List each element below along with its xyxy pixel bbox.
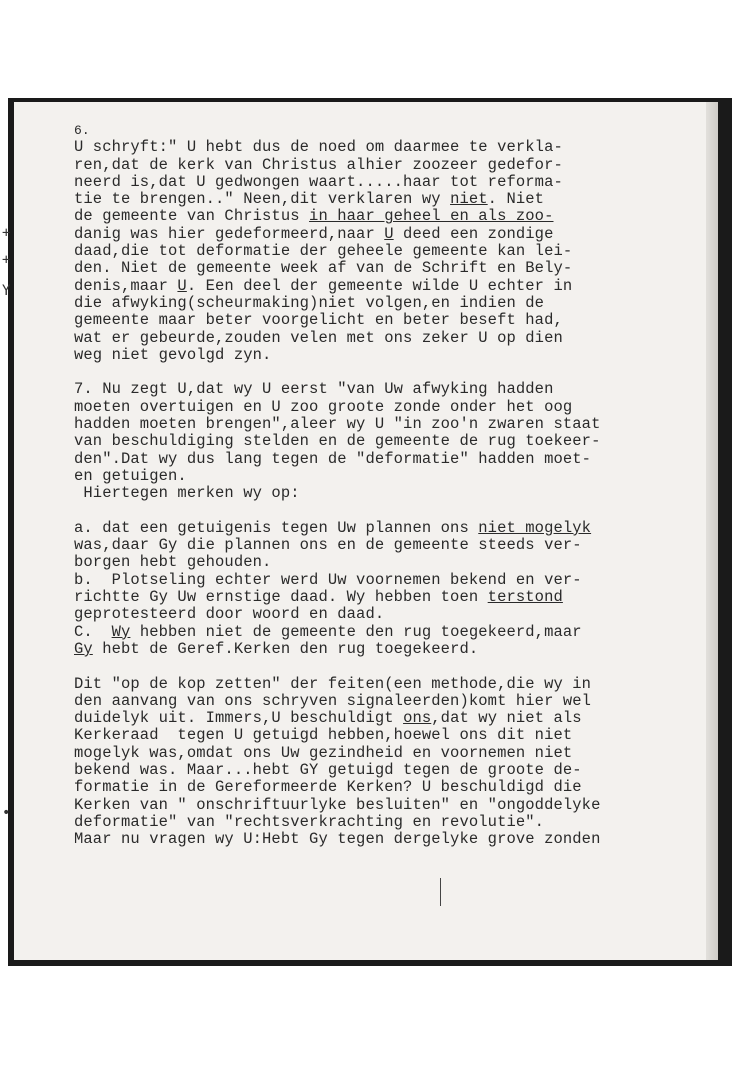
text-line: a. dat een getuigenis tegen Uw plannen ons niet mogelyk — [74, 518, 592, 537]
text-line: daad,die tot deformatie der geheele gemeente kan lei- — [74, 242, 573, 261]
text-line: geprotesteerd door woord en daad. — [74, 605, 385, 624]
text-line: gemeente maar beter voorgelicht en beter beseft had, — [74, 311, 563, 330]
text-line: richtte Gy Uw ernstige daad. Wy hebben toen terstond — [74, 588, 563, 607]
margin-tick-mark: + — [2, 252, 11, 268]
text-line: ren,dat de kerk van Christus alhier zoozeer gedefor- — [74, 155, 563, 174]
text-line: tie te brengen.." Neen,dit verklaren wy niet. Niet — [74, 190, 545, 209]
text-line: Maar nu vragen wy U:Hebt Gy tegen dergelyke grove zonden — [74, 830, 601, 849]
text-line: Hiertegen merken wy op: — [74, 484, 300, 503]
text-line: Kerken van " onschriftuurlyke besluiten" en "ongoddelyke — [74, 795, 601, 814]
text-line: wat er gebeurde,zouden velen met ons zeker U op dien — [74, 328, 563, 347]
margin-tick-mark: • — [2, 805, 11, 821]
paragraph-gap — [74, 503, 704, 520]
text-line: hadden moeten brengen",aleer wy U "in zoo'n zwaren staat — [74, 415, 601, 434]
margin-tick-mark: + — [2, 225, 11, 241]
text-line: C. Wy hebben niet de gemeente den rug toegekeerd,maar — [74, 622, 582, 641]
paragraph-gap — [74, 658, 704, 675]
paragraph-section-6 — [74, 139, 704, 364]
text-line: van beschuldiging stelden en de gemeente de rug toekeer- — [74, 432, 601, 451]
text-line: de gemeente van Christus in haar geheel en als zoo- — [74, 207, 554, 226]
text-line: danig was hier gedeformeerd,naar U deed een zondige — [74, 224, 554, 243]
text-line: bekend was. Maar...hebt GY getuigd tegen de groote de- — [74, 760, 582, 779]
text-line: die afwyking(scheurmaking)niet volgen,en indien de — [74, 293, 545, 312]
text-line: borgen hebt gehouden. — [74, 553, 272, 572]
text-line: denis,maar U. Een deel der gemeente wilde U echter in — [74, 276, 573, 295]
text-line: den. Niet de gemeente week af van de Schrift en Bely- — [74, 259, 573, 278]
margin-tick-mark: Y — [2, 283, 11, 299]
page-edge-shadow — [706, 102, 718, 960]
text-line: neerd is,dat U gedwongen waart.....haar tot reforma- — [74, 172, 563, 191]
text-line: den".Dat wy dus lang tegen de "deformatie" hadden moet- — [74, 449, 592, 468]
text-line: deformatie" van "rechtsverkrachting en revolutie". — [74, 812, 545, 831]
text-line: Gy hebt de Geref.Kerken den rug toegekeerd. — [74, 639, 479, 658]
text-line: 7. Nu zegt U,dat wy U eerst "van Uw afwyking hadden — [74, 380, 554, 399]
text-line: duidelyk uit. Immers,U beschuldigt ons,dat wy niet als — [74, 709, 582, 728]
text-line: moeten overtuigen en U zoo groote zonde onder het oog — [74, 397, 573, 416]
text-line: den aanvang van ons schryven signaleerden)komt hier wel — [74, 691, 592, 710]
text-line: weg niet gevolgd zyn. — [74, 345, 272, 364]
document-body — [74, 122, 704, 848]
text-line: formatie in de Gereformeerde Kerken? U beschuldigd die — [74, 778, 582, 797]
text-line: U schryft:" U hebt dus de noed om daarmee te verkla- — [74, 138, 563, 157]
text-line: was,daar Gy die plannen ons en de gemeente steeds ver- — [74, 536, 582, 555]
page-marker: 6. — [74, 123, 90, 138]
paragraph-closing — [74, 676, 704, 849]
paragraph-points — [74, 520, 704, 658]
text-line: b. Plotseling echter werd Uw voornemen bekend en ver- — [74, 570, 582, 589]
text-line: Dit "op de kop zetten" der feiten(een methode,die wy in — [74, 674, 592, 693]
text-line: en getuigen. — [74, 466, 187, 485]
paragraph-gap — [74, 364, 704, 381]
text-line: mogelyk was,omdat ons Uw gezindheid en voornemen niet — [74, 743, 573, 762]
text-line: Kerkeraad tegen U getuigd hebben,hoewel ons dit niet — [74, 726, 573, 745]
page-fold-mark — [440, 878, 441, 906]
paragraph-section-7 — [74, 381, 704, 502]
